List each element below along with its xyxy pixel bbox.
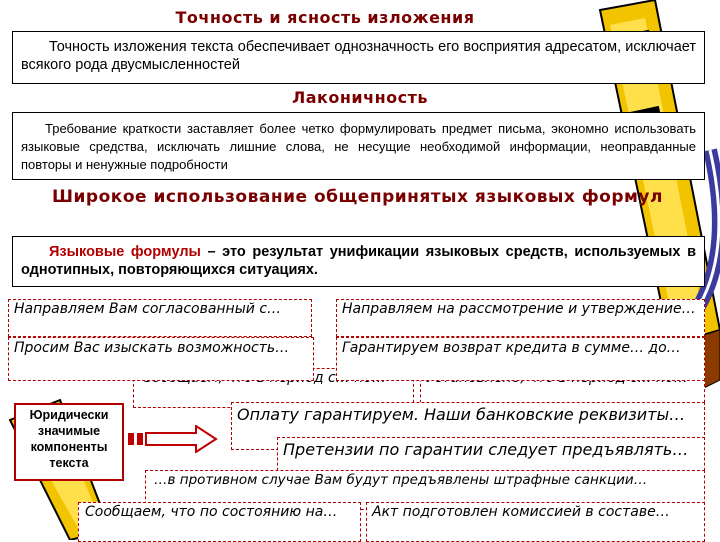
legal-components-label [14, 403, 124, 481]
phrase-ask-find-possibility: Просим Вас изыскать возможность… [8, 337, 314, 381]
phrase-sent-agreed: Направляем Вам согласованный с… [8, 299, 312, 337]
formulas-term: Языковые формулы [49, 244, 201, 260]
phrase-claims-guarantee: Претензии по гарантии следует предъявлять… [277, 437, 705, 481]
phrase-guarantee-loan-return: Гарантируем возврат кредита в сумме… до… [336, 337, 705, 381]
legal-components-text: Юридически значимые компоненты текста [29, 408, 109, 470]
formulas-definition-rest: – это результат унификации языковых средств, используемых в однотипных, повторяющихся ситуациях. [21, 244, 696, 278]
phrase-act-commission: Акт подготовлен комиссией в составе… [366, 502, 705, 542]
heading-conciseness: Лаконичность [291, 88, 429, 107]
formulas-definition [21, 243, 696, 279]
phrase-payment-guaranteed: Оплату гарантируем. Наши банковские реквизиты… [231, 402, 705, 450]
heading-language-formulas: Широкое использование общепринятых языковых формул [52, 187, 663, 207]
heading-accuracy: Точность и ясность изложения [175, 8, 475, 27]
arrow-right-icon [128, 425, 218, 453]
formulas-definition-box [12, 236, 705, 287]
phrase-sent-for-approval: Направляем на рассмотрение и утверждение… [336, 299, 705, 337]
phrase-status-as-of: Сообщаем, что по состоянию на… [78, 502, 361, 542]
accuracy-text-box [12, 31, 705, 84]
conciseness-text: Требование краткости заставляет более четко формулировать предмет письма, экономно использовать языковые средства, исключать лишние слова, не несущие необходимой информации, неоправданные повторы и ненужные подробности [21, 121, 696, 172]
conciseness-text-box [12, 112, 705, 180]
accuracy-text: Точность изложения текста обеспечивает однозначность его восприятия адресатом, исключает всякого рода двусмысленностей [21, 39, 696, 73]
phrase-penalty-sanctions: …в противном случае Вам будут предъявлены штрафные санкции… [145, 470, 705, 510]
